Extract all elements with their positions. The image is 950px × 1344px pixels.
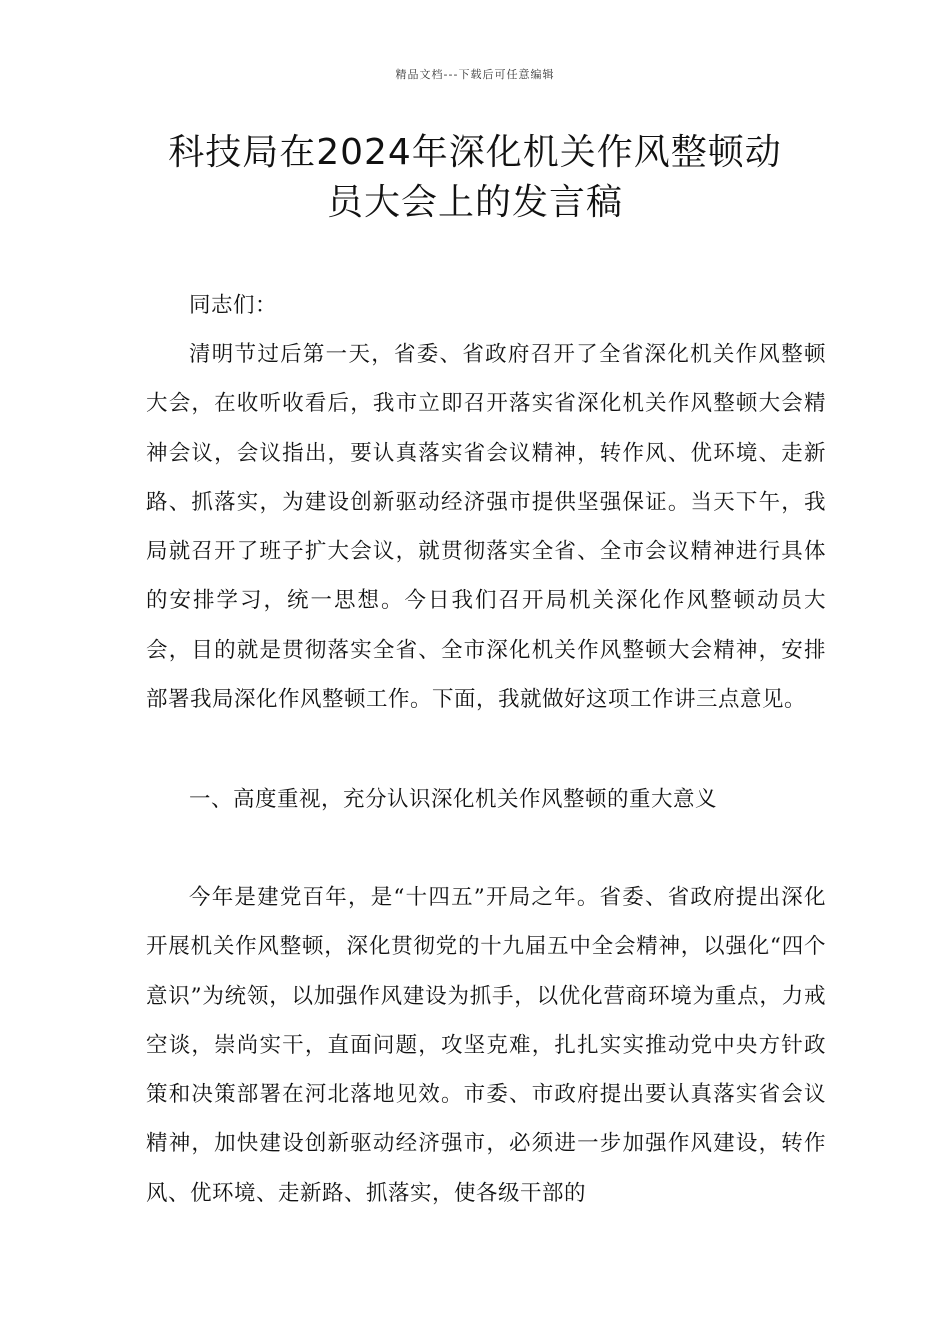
paragraph-2: 今年是建党百年，是“十四五”开局之年。省委、省政府提出深化开展机关作风整顿，深化贯彻党的十九届五中全会精神，以强化“四个意识”为统领，以加强作风建设为抓手，以优化营商环境为重点，力戒空谈，崇尚实干，直面问题，攻坚克难，扎扎实实推动党中央方针政策和决策部署在河北落地见效。市委、市政府提出要认真落实省会议精神，加快建设创新驱动经济强市，必须进一步加强作风建设，转作风、优环境、走新路、抓落实，使各级干部的 (146, 885, 826, 1206)
title-line-1: 科技局在2024年深化机关作风整顿动 (168, 132, 782, 173)
section-heading-1: 一、高度重视，充分认识深化机关作风整顿的重大意义 (189, 787, 718, 812)
paragraph-2-block (146, 873, 826, 1218)
greeting-block (146, 281, 826, 330)
header-note: 精品文档---下载后可任意编辑 (395, 68, 555, 81)
section-heading-block (146, 775, 826, 824)
title-line-2: 员大会上的发言稿 (326, 182, 623, 223)
paragraph-1: 清明节过后第一天，省委、省政府召开了全省深化机关作风整顿大会，在收听收看后，我市立即召开落实省深化机关作风整顿大会精神会议，会议指出，要认真落实省会议精神，转作风、优环境、走新路、抓落实，为建设创新驱动经济强市提供坚强保证。当天下午，我局就召开了班子扩大会议，就贯彻落实全省、全市会议精神进行具体的安排学习，统一思想。今日我们召开局机关深化作风整顿动员大会，目的就是贯彻落实全省、全市深化机关作风整顿大会精神，安排部署我局深化作风整顿工作。下面，我就做好这项工作讲三点意见。 (146, 342, 826, 713)
paragraph-1-block (146, 330, 826, 724)
document-title (0, 128, 950, 228)
greeting: 同志们： (189, 293, 278, 318)
